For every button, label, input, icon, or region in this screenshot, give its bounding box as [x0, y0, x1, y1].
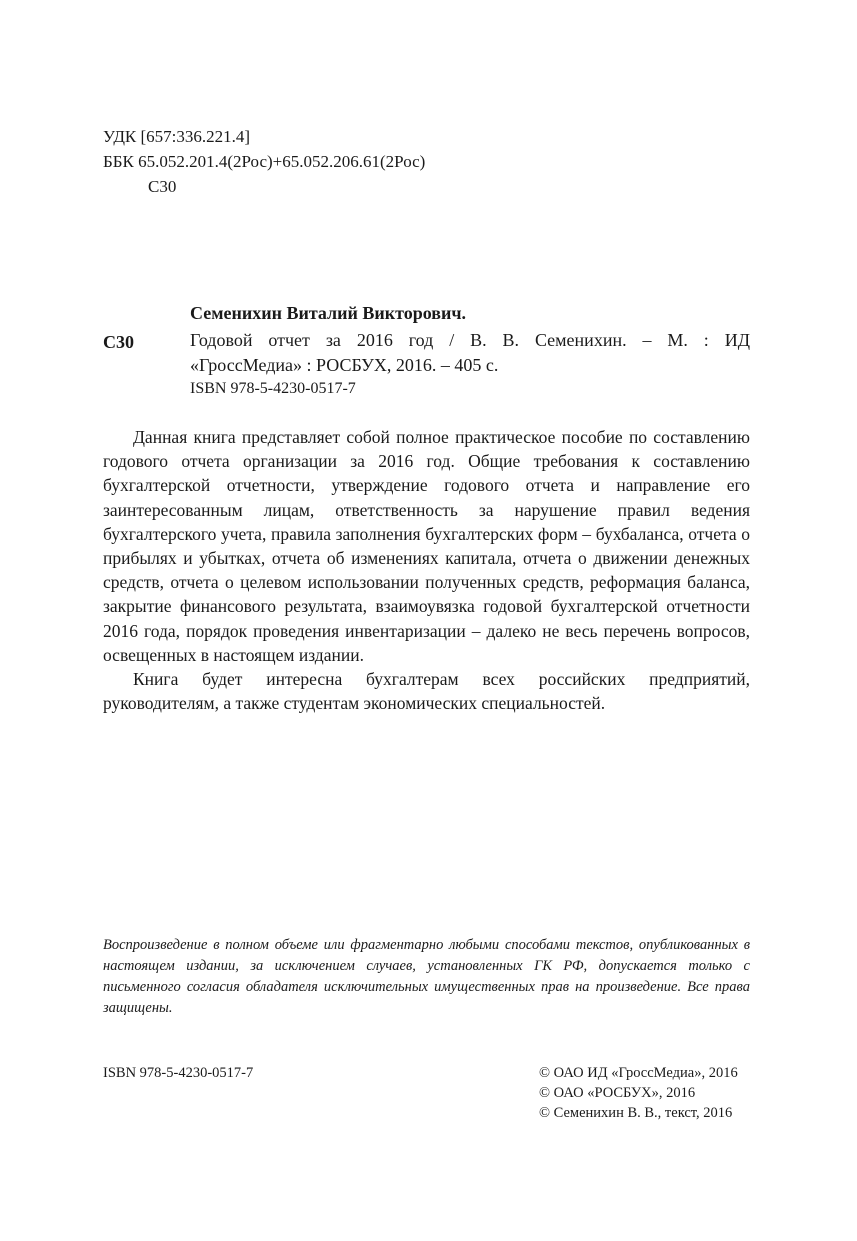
bbk-code: ББК 65.052.201.4(2Рос)+65.052.206.61(2Рос) [103, 152, 426, 171]
copyright-lines [539, 1063, 738, 1123]
classification-block [103, 124, 425, 199]
footer-isbn: ISBN 978-5-4230-0517-7 [103, 1065, 254, 1081]
book-title-line-1: Годовой отчет за 2016 год / В. В. Семенихин. – М. : ИД [190, 330, 750, 350]
book-title-line-2: «ГроссМедиа» : РОСБУХ, 2016. – 405 с. [190, 355, 499, 375]
copyright-line: © ОАО «РОСБУХ», 2016 [539, 1085, 696, 1101]
author-mark-code: С30 [148, 177, 177, 196]
bibliographic-description [190, 328, 750, 378]
abstract-paragraph: Данная книга представляет собой полное практическое пособие по составлению годового отчета организации за 2016 год. Общие требования к составлению бухгалтерской отчетности, утверждение годового отчета и направление его заинтересованным лицам, ответственность за нарушение правил ведения бухгалтерского учета, правила заполнения бухгалтерских форм – бухбаланса, отчета о прибылях и убытках, отчета об изменениях капитала, отчета о движении денежных средств, отчета о целевом использовании полученных средств, реформация баланса, закрытие финансового результата, взаимоувязка годовой бухгалтерской отчетности 2016 года, порядок проведения инвентаризации – далеко не весь перечень вопросов, освещенных в настоящем издании. [103, 427, 750, 665]
book-abstract [103, 425, 750, 715]
copyright-notice: Воспроизведение в полном объеме или фрагментарно любыми способами текстов, опубликованных в настоящем издании, за исключением случаев, установленных ГК РФ, допускается только с письменного согласия обладателя исключительных имущественных прав на произведение. Все права защищены. [103, 937, 750, 1016]
copyright-line: © Семенихин В. В., текст, 2016 [539, 1105, 733, 1121]
udk-code: УДК [657:336.221.4] [103, 127, 251, 146]
bibliography-isbn: ISBN 978-5-4230-0517-7 [190, 380, 356, 397]
copyright-line: © ОАО ИД «ГроссМедиа», 2016 [539, 1065, 738, 1081]
abstract-paragraph: Книга будет интересна бухгалтерам всех российских предприятий, руководителям, а также студентам экономических специальностей. [103, 669, 750, 714]
book-author: Семенихин Виталий Викторович. [190, 303, 467, 323]
author-mark: С30 [103, 332, 134, 352]
